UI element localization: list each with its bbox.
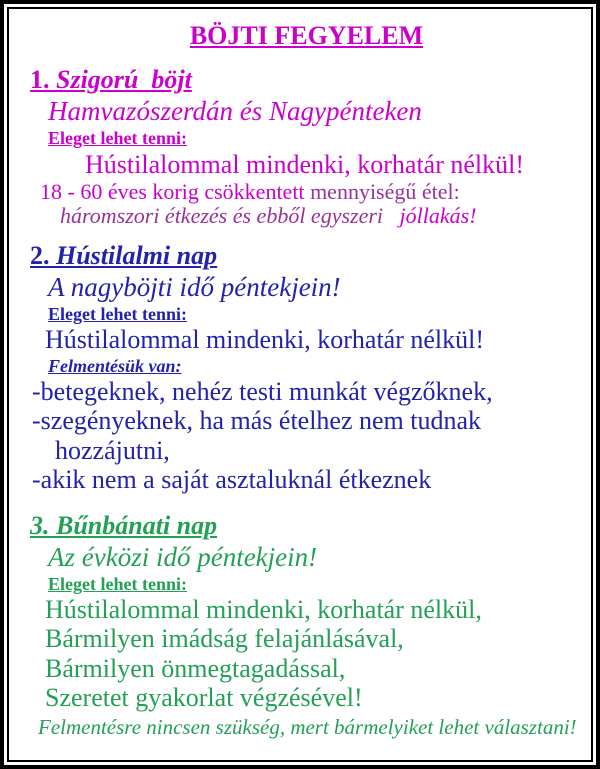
section-1-age-rule-end: mennyiségű étel: — [310, 178, 460, 204]
section-3-footnote: Felmentésre nincsen szükség, mert bármelyiket lehet választani! — [38, 715, 577, 740]
option-item: Bármilyen imádság felajánlásával, — [45, 624, 404, 654]
section-3-heading — [30, 511, 583, 541]
section-1-age-rule-start: 18 - 60 éves korig csökkentett — [40, 178, 311, 204]
section-meat-abstinence — [30, 241, 583, 495]
section-1-rule: Hústilalommal mindenki, korhatár nélkül! — [85, 150, 525, 180]
document-inner-frame — [7, 7, 593, 762]
section-2-rule: Hústilalommal mindenki, korhatár nélkül! — [45, 325, 485, 355]
section-3-subtitle: Az évközi idő péntekjein! — [48, 541, 318, 572]
section-1-meals-rule-end: jóllakás! — [399, 203, 477, 229]
section-1-fulfil-label: Eleget lehet tenni: — [48, 128, 187, 149]
exemption-item-continuation: hozzájutni, — [55, 435, 170, 465]
section-2-fulfil-label: Eleget lehet tenni: — [48, 304, 187, 325]
option-item: Szeretet gyakorlat végzésével! — [45, 683, 363, 712]
section-2-heading-text: Hústilalmi nap — [56, 240, 218, 270]
section-1-subtitle: Hamvazószerdán és Nagypénteken — [48, 95, 422, 126]
section-1-age-rule — [40, 180, 583, 205]
exemption-item: -akik nem a saját asztaluknál étkeznek — [32, 465, 432, 495]
exemption-item: -szegényeknek, ha más ételhez nem tudnak — [32, 406, 482, 436]
section-2-subtitle: A nagyböjti idő péntekjein! — [48, 271, 341, 302]
exemption-item: -betegeknek, nehéz testi munkát végzőknek, — [32, 377, 493, 407]
section-3-heading-text: Bűnbánati nap — [56, 510, 218, 540]
section-1-meals-rule — [60, 204, 583, 229]
section-penitential-day — [30, 511, 583, 740]
section-3-number: 3. — [30, 510, 50, 540]
section-2-exempt-label: Felmentésük van: — [48, 356, 182, 377]
option-item: Hústilalommal mindenki, korhatár nélkül, — [45, 594, 482, 624]
section-strict-fast — [30, 65, 583, 229]
section-1-meals-rule-start: háromszori étkezés és ebből egyszeri — [60, 203, 400, 229]
section-2-number: 2. — [30, 240, 50, 270]
section-1-heading-text: Szigorú böjt — [56, 64, 192, 94]
option-item: Bármilyen önmegtagadással, — [45, 653, 346, 683]
section-1-heading — [30, 65, 583, 95]
section-1-number: 1. — [30, 64, 50, 94]
section-2-heading — [30, 241, 583, 271]
section-3-fulfil-label: Eleget lehet tenni: — [48, 574, 187, 595]
page-title: BÖJTI FEGYELEM — [189, 21, 424, 50]
